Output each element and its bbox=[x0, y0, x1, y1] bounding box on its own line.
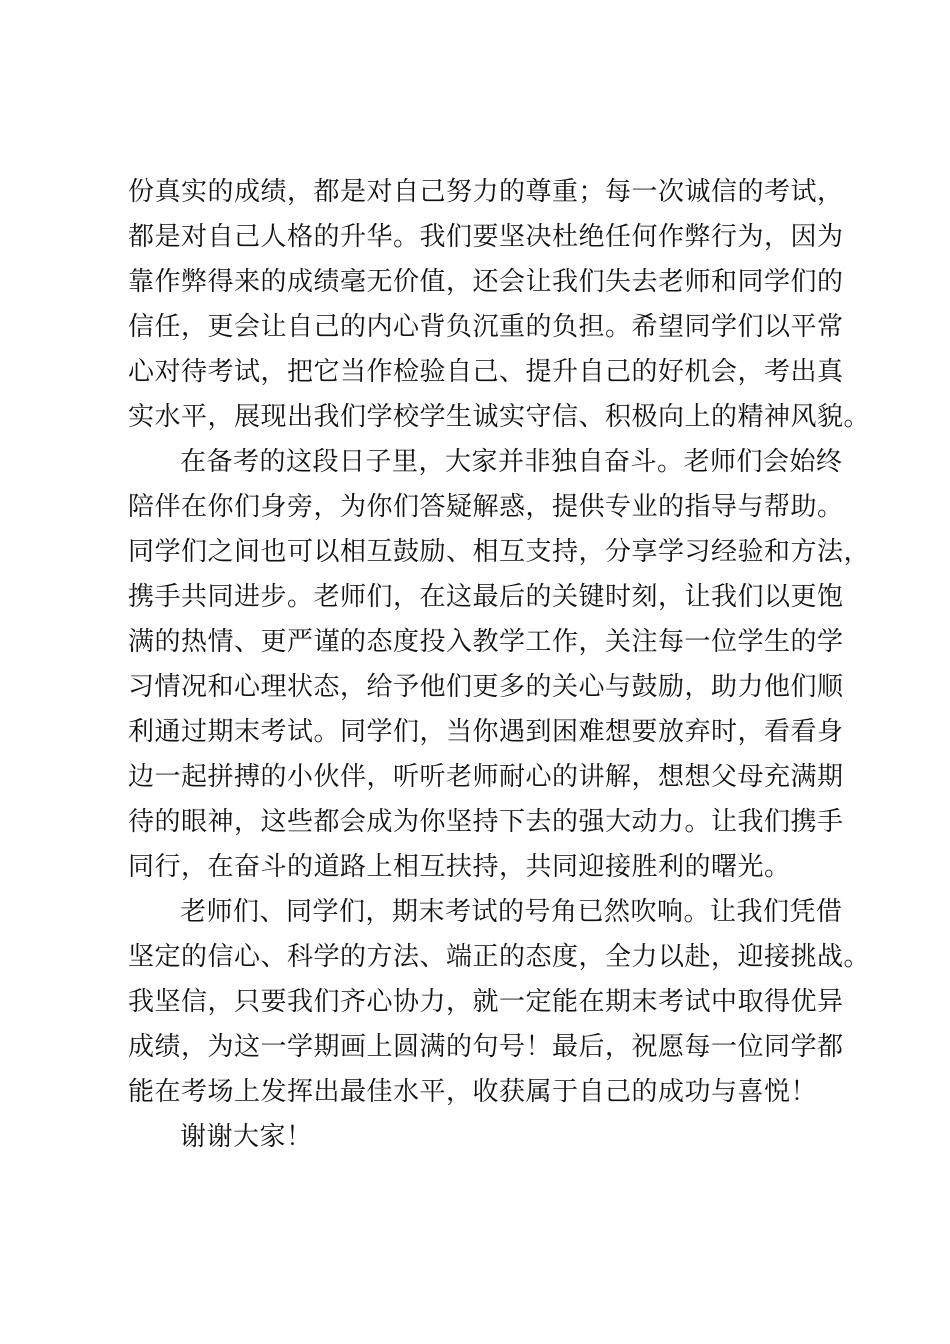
text-line: 坚定的信心、科学的方法、端正的态度，全力以赴，迎接挑战。 bbox=[128, 942, 871, 972]
text-line: 待的眼神，这些都会成为你坚持下去的强大动力。让我们携手 bbox=[128, 807, 844, 837]
paragraph-start-line: 老师们、同学们，期末考试的号角已然吹响。让我们凭借 bbox=[180, 897, 843, 927]
text-line: 能在考场上发挥出最佳水平，收获属于自己的成功与喜悦！ bbox=[128, 1077, 818, 1107]
text-line: 利通过期末考试。同学们，当你遇到困难想要放弃时，看看身 bbox=[128, 717, 844, 747]
text-line: 同行，在奋斗的道路上相互扶持，共同迎接胜利的曙光。 bbox=[128, 852, 791, 882]
closing-line: 谢谢大家！ bbox=[180, 1122, 313, 1152]
text-line: 成绩，为这一学期画上圆满的句号！最后，祝愿每一位同学都 bbox=[128, 1032, 844, 1062]
text-line: 心对待考试，把它当作检验自己、提升自己的好机会，考出真 bbox=[128, 357, 844, 387]
text-line: 实水平，展现出我们学校学生诚实守信、积极向上的精神风貌。 bbox=[128, 402, 871, 432]
text-line: 都是对自己人格的升华。我们要坚决杜绝任何作弊行为，因为 bbox=[128, 222, 844, 252]
text-line: 同学们之间也可以相互鼓励、相互支持，分享学习经验和方法， bbox=[128, 537, 871, 567]
text-line: 信任，更会让自己的内心背负沉重的负担。希望同学们以平常 bbox=[128, 312, 844, 342]
text-line: 携手共同进步。老师们，在这最后的关键时刻，让我们以更饱 bbox=[128, 582, 844, 612]
text-line: 我坚信，只要我们齐心协力，就一定能在期末考试中取得优异 bbox=[128, 987, 844, 1017]
text-line: 份真实的成绩，都是对自己努力的尊重；每一次诚信的考试， bbox=[128, 177, 844, 207]
text-line: 陪伴在你们身旁，为你们答疑解惑，提供专业的指导与帮助。 bbox=[128, 492, 844, 522]
paragraph-start-line: 在备考的这段日子里，大家并非独自奋斗。老师们会始终 bbox=[180, 447, 843, 477]
text-line: 习情况和心理状态，给予他们更多的关心与鼓励，助力他们顺 bbox=[128, 672, 844, 702]
text-line: 靠作弊得来的成绩毫无价值，还会让我们失去老师和同学们的 bbox=[128, 267, 844, 297]
document-body bbox=[128, 170, 871, 1160]
text-line: 满的热情、更严谨的态度投入教学工作，关注每一位学生的学 bbox=[128, 627, 844, 657]
text-line: 边一起拼搏的小伙伴，听听老师耐心的讲解，想想父母充满期 bbox=[128, 762, 844, 792]
